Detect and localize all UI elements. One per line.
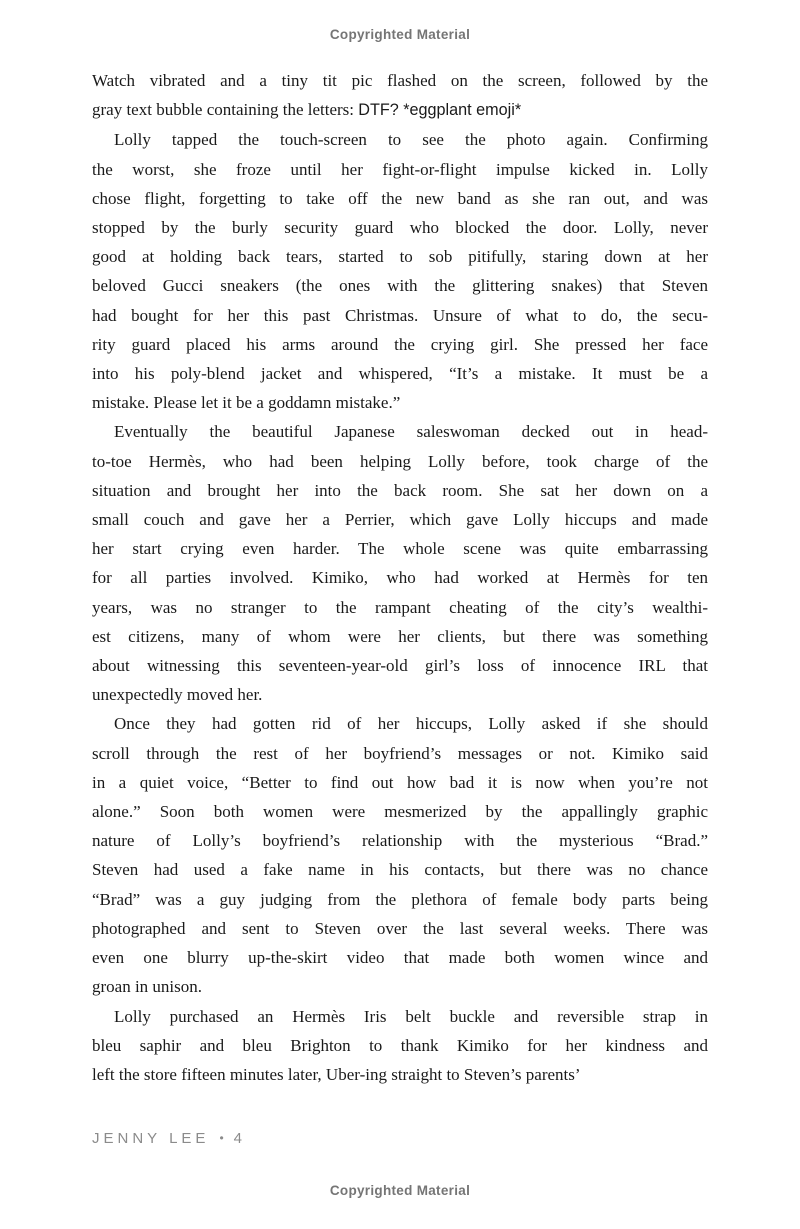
text-line — [92, 213, 708, 242]
author-name: JENNY LEE — [92, 1130, 210, 1147]
text-segment: good at holding back tears, started to sob pitifully, staring down at her — [92, 247, 708, 267]
text-segment: the worst, she froze until her fight-or-flight impulse kicked in. Lolly — [92, 159, 708, 179]
text-line — [92, 739, 708, 768]
text-segment: Lolly purchased an Hermès Iris belt buckle and reversible strap in — [114, 1006, 708, 1026]
paragraph — [92, 125, 708, 417]
text-segment: Once they had gotten rid of her hiccups, Lolly asked if she should — [114, 714, 708, 734]
text-line — [92, 447, 708, 476]
sms-message-text: DTF? *eggplant emoji* — [358, 101, 522, 120]
text-segment: situation and brought her into the back room. She sat her down on a — [92, 480, 708, 500]
text-segment: for all parties involved. Kimiko, who had worked at Hermès for ten — [92, 568, 708, 588]
copyright-notice-top: Copyrighted Material — [329, 27, 471, 42]
text-segment: photographed and sent to Steven over the last several weeks. There was — [92, 918, 708, 938]
text-segment: groan in unison. — [92, 977, 203, 997]
paragraph — [92, 417, 708, 709]
text-segment: beloved Gucci sneakers (the ones with the glittering snakes) that Steven — [92, 276, 708, 296]
text-line — [92, 330, 708, 359]
text-line — [92, 768, 708, 797]
text-segment: stopped by the burly security guard who blocked the door. Lolly, never — [92, 218, 708, 238]
text-line — [92, 622, 708, 651]
text-segment: years, was no stranger to the rampant cheating of the city’s wealthi- — [92, 597, 708, 617]
page-body — [92, 66, 708, 1089]
text-line — [92, 242, 708, 271]
text-segment: gray text bubble containing the letters: — [92, 100, 359, 120]
text-line — [92, 505, 708, 534]
text-line — [92, 972, 708, 1001]
text-segment: “Brad” was a guy judging from the plethora of female body parts being — [92, 889, 708, 909]
text-segment: Steven had used a fake name in his contacts, but there was no chance — [92, 860, 708, 880]
text-segment: alone.” Soon both women were mesmerized by the appallingly graphic — [92, 802, 708, 822]
text-line — [92, 125, 708, 154]
text-line — [92, 855, 708, 884]
text-line — [92, 359, 708, 388]
text-line — [92, 943, 708, 972]
text-segment: small couch and gave her a Perrier, which gave Lolly hiccups and made — [92, 510, 708, 530]
text-segment: to-toe Hermès, who had been helping Lolly before, took charge of the — [92, 451, 708, 471]
text-segment: Lolly tapped the touch-screen to see the photo again. Confirming — [114, 130, 708, 150]
text-segment: Watch vibrated and a tiny tit pic flashed on the screen, followed by the — [92, 71, 708, 90]
text-line — [92, 417, 708, 446]
text-line — [92, 66, 708, 95]
text-line — [92, 534, 708, 563]
copyright-notice-bottom: Copyrighted Material — [329, 1183, 471, 1198]
text-segment: even one blurry up-the-skirt video that made both women wince and — [92, 948, 708, 968]
paragraph — [92, 1002, 708, 1090]
text-segment: her start crying even harder. The whole scene was quite embarrassing — [92, 539, 708, 559]
text-line — [92, 1002, 708, 1031]
paragraph — [92, 66, 708, 125]
text-line — [92, 184, 708, 213]
text-segment: about witnessing this seventeen-year-old girl’s loss of innocence IRL that — [92, 656, 708, 676]
text-line — [92, 914, 708, 943]
text-line — [92, 1060, 708, 1089]
text-line — [92, 95, 708, 125]
text-segment: in a quiet voice, “Better to find out how bad it is now when you’re not — [92, 772, 708, 792]
text-line — [92, 1031, 708, 1060]
text-line — [92, 680, 708, 709]
text-segment: mistake. Please let it be a goddamn mistake.” — [92, 393, 401, 413]
text-segment: bleu saphir and bleu Brighton to thank Kimiko for her kindness and — [92, 1035, 708, 1055]
text-line — [92, 155, 708, 184]
text-segment: est citizens, many of whom were her clients, but there was something — [92, 626, 708, 646]
text-line — [92, 826, 708, 855]
text-segment: rity guard placed his arms around the crying girl. She pressed her face — [92, 334, 708, 354]
page-footer — [92, 1130, 242, 1147]
text-line — [92, 651, 708, 680]
text-line — [92, 885, 708, 914]
paragraph — [92, 709, 708, 1001]
text-segment: chose flight, forgetting to take off the new band as she ran out, and was — [92, 188, 708, 208]
text-segment: into his poly-blend jacket and whispered, “It’s a mistake. It must be a — [92, 364, 708, 384]
text-line — [92, 476, 708, 505]
text-line — [92, 709, 708, 738]
text-line — [92, 301, 708, 330]
text-segment: nature of Lolly’s boyfriend’s relationship with the mysterious “Brad.” — [92, 831, 708, 851]
text-segment: Eventually the beautiful Japanese saleswoman decked out in head- — [114, 422, 708, 442]
text-line — [92, 797, 708, 826]
text-line — [92, 388, 708, 417]
text-segment: unexpectedly moved her. — [92, 685, 263, 705]
text-segment: left the store fifteen minutes later, Uber-ing straight to Steven’s parents’ — [92, 1064, 581, 1084]
text-line — [92, 593, 708, 622]
text-line — [92, 271, 708, 300]
text-segment: scroll through the rest of her boyfriend’s messages or not. Kimiko said — [92, 743, 708, 763]
page-number: 4 — [233, 1130, 242, 1147]
footer-separator: • — [219, 1131, 224, 1145]
text-line — [92, 563, 708, 592]
text-segment: had bought for her this past Christmas. Unsure of what to do, the secu- — [92, 305, 708, 325]
